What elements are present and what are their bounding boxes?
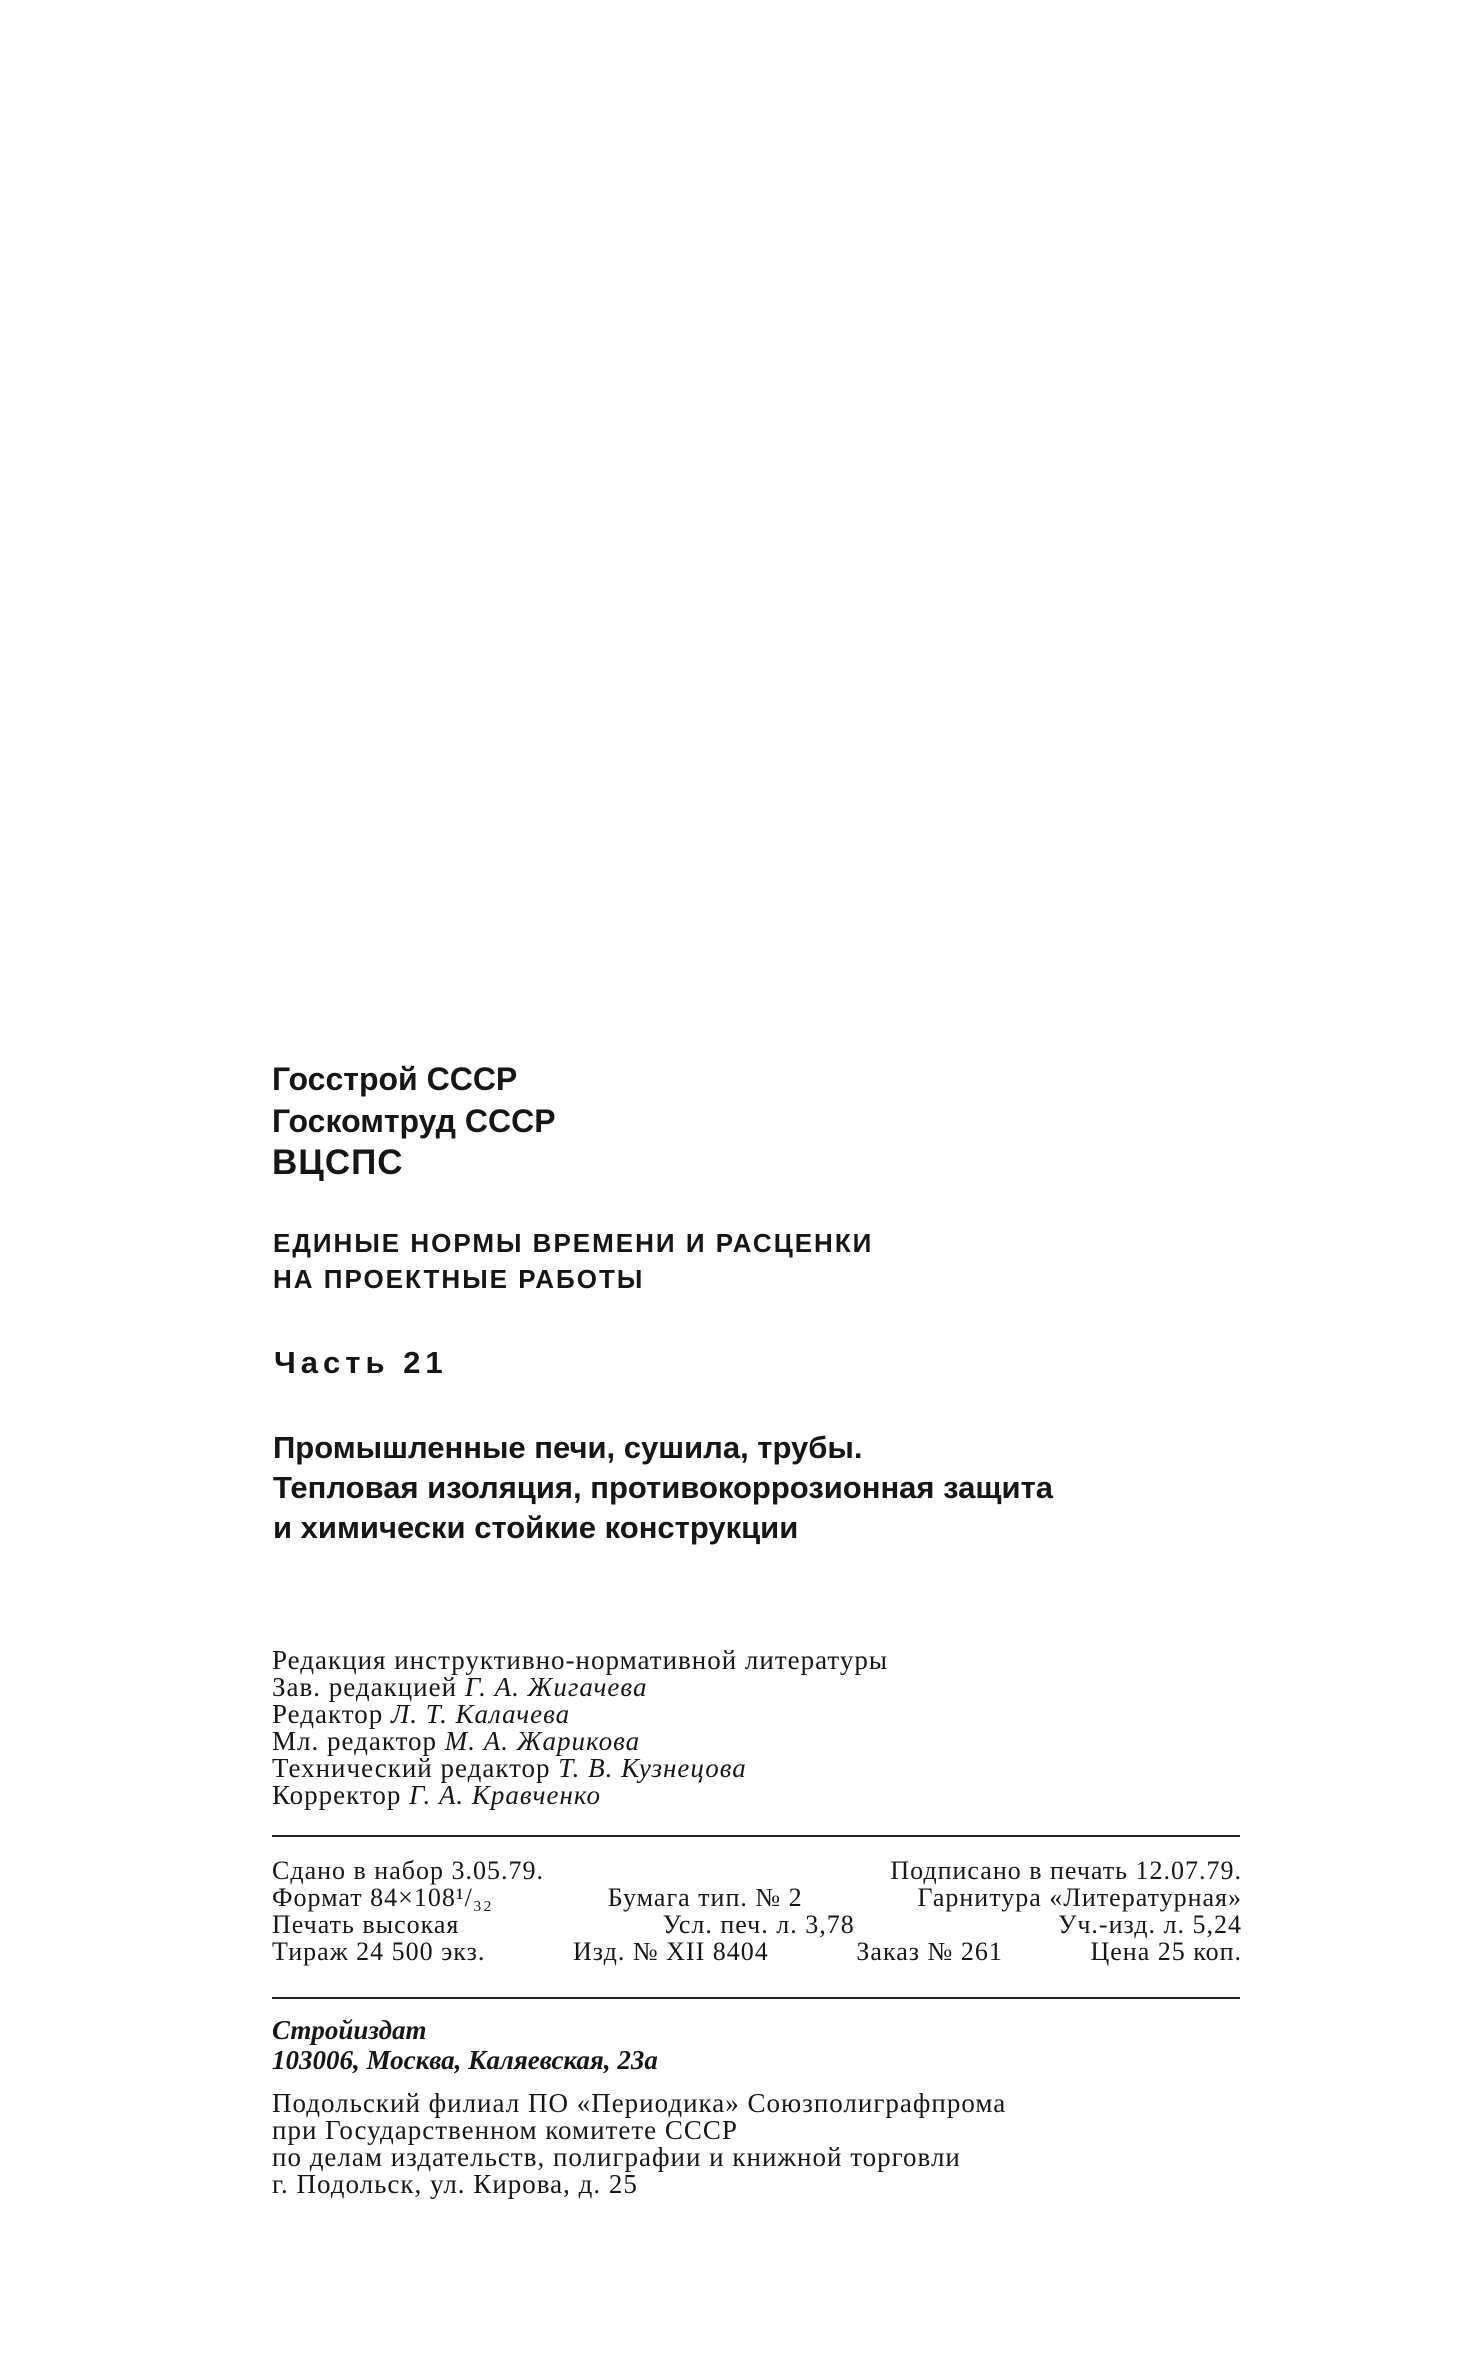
divider [272,1835,1240,1837]
credit-line [272,1647,1272,1674]
print-cell: Изд. № XII 8404 [573,1937,769,1966]
printer-line: Подольский филиал ПО «Периодика» Союзполиграфпрома [272,2088,1007,2118]
print-details [272,1857,1242,1965]
credit-name: Г. А. Жигачева [464,1672,648,1702]
editorial-credits [272,1647,1272,1809]
print-cell: Печать высокая [272,1910,460,1939]
credit-line [272,1755,1272,1782]
credit-role: Мл. редактор [272,1726,438,1756]
credit-role: Зав. редакцией [272,1672,458,1702]
publisher-address: 103006, Москва, Каляевская, 23а [272,2045,658,2075]
divider [272,1997,1240,1999]
print-cell: Усл. печ. л. 3,78 [662,1910,855,1939]
credit-line [272,1782,1272,1809]
credit-line [272,1701,1272,1728]
credit-role: Редакция инструктивно-нормативной литературы [272,1645,888,1675]
part-number: Часть 21 [274,1345,448,1380]
print-cell: Тираж 24 500 экз. [272,1937,486,1966]
credit-name: Т. В. Кузнецова [558,1753,747,1783]
publisher-name: Стройиздат [272,2015,427,2045]
printer-line: г. Подольск, ул. Кирова, д. 25 [272,2169,638,2199]
credit-name: Л. Т. Калачева [390,1699,571,1729]
print-cell: Сдано в набор 3.05.79. [272,1856,544,1885]
print-cell: Уч.-изд. л. 5,24 [1057,1910,1242,1939]
print-cell: Бумага тип. № 2 [607,1883,803,1912]
subtitle-line: Тепловая изоляция, противокоррозионная защита [273,1470,1053,1505]
credit-line [272,1674,1272,1701]
subtitle-line: и химически стойкие конструкции [273,1510,799,1545]
publisher-block [272,2015,1272,2075]
printer-line: при Государственном комитете СССР [272,2115,738,2145]
credit-role: Редактор [272,1699,384,1729]
organization-goskomtrud: Госкомтруд СССР [272,1103,556,1139]
printer-line: по делам издательств, полиграфии и книжной торговли [272,2142,961,2172]
print-row [272,1911,1242,1938]
print-row [272,1938,1242,1965]
organization-gosstroy: Госстрой СССР [272,1061,518,1097]
book-subtitle [273,1428,1273,1548]
credit-role: Технический редактор [272,1753,551,1783]
book-title [273,1225,1273,1297]
print-cell: Подписано в печать 12.07.79. [890,1856,1242,1885]
credit-name: М. А. Жарикова [444,1726,641,1756]
print-row [272,1884,1242,1911]
print-cell: Формат 84×108¹/₃₂ [272,1883,493,1912]
subtitle-line: Промышленные печи, сушила, трубы. [273,1430,863,1465]
title-line: НА ПРОЕКТНЫЕ РАБОТЫ [273,1264,645,1294]
print-row [272,1857,1242,1884]
credit-role: Корректор [272,1780,402,1810]
organization-vtssps: ВЦСПС [272,1143,404,1182]
printer-block [272,2090,1272,2198]
print-cell: Заказ № 261 [856,1937,1003,1966]
title-line: ЕДИНЫЕ НОРМЫ ВРЕМЕНИ И РАСЦЕНКИ [273,1228,874,1258]
credit-line [272,1728,1272,1755]
print-cell: Гарнитура «Литературная» [917,1883,1242,1912]
credit-name: Г. А. Кравченко [409,1780,601,1810]
print-cell: Цена 25 коп. [1090,1937,1242,1966]
organizations-block [272,1058,1072,1184]
